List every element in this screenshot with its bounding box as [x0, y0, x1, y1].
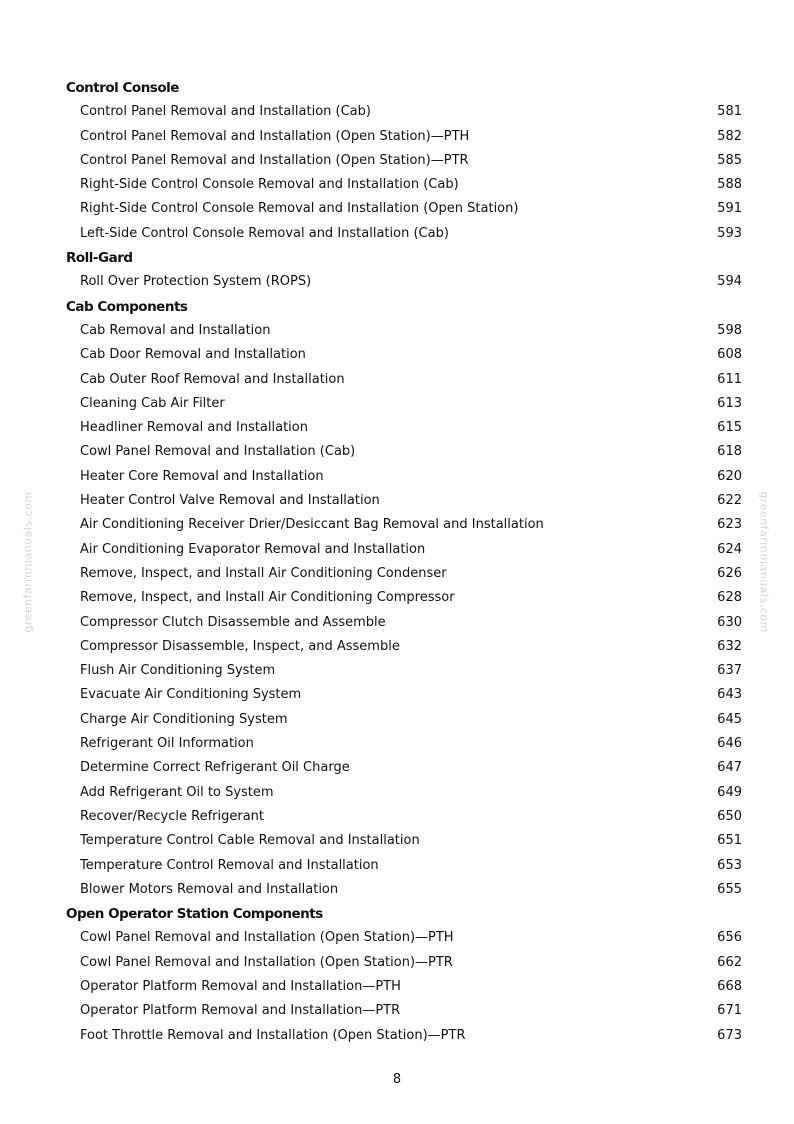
entry-label: Operator Platform Removal and Installation—PTH	[80, 978, 401, 994]
entry-page-number: 645	[717, 711, 742, 727]
entry-label: Heater Core Removal and Installation	[80, 468, 324, 484]
toc-entry[interactable]	[66, 562, 742, 586]
toc-entry[interactable]	[66, 635, 742, 659]
toc-entry[interactable]	[66, 368, 742, 392]
entry-label: Left-Side Control Console Removal and Installation (Cab)	[80, 225, 449, 241]
entry-page-number: 626	[717, 565, 742, 581]
entry-label: Control Panel Removal and Installation (Open Station)—PTR	[80, 152, 469, 168]
toc-entry[interactable]	[66, 829, 742, 853]
toc-entry[interactable]	[66, 611, 742, 635]
entry-page-number: 620	[717, 468, 742, 484]
entry-page-number: 613	[717, 395, 742, 411]
entry-page-number: 650	[717, 808, 742, 824]
entry-page-number: 637	[717, 663, 742, 679]
toc-entry[interactable]	[66, 416, 742, 440]
section-title: Control Console	[66, 80, 179, 96]
toc-section	[66, 295, 742, 902]
toc-entry[interactable]	[66, 465, 742, 489]
entry-page-number: 671	[717, 1003, 742, 1019]
toc-entry[interactable]	[66, 392, 742, 416]
entry-label: Control Panel Removal and Installation (Cab)	[80, 104, 371, 120]
page-number: 8	[392, 1072, 402, 1087]
entry-page-number: 643	[717, 687, 742, 703]
toc-entry[interactable]	[66, 197, 742, 221]
toc-entry[interactable]	[66, 270, 742, 294]
entry-label: Cab Door Removal and Installation	[80, 347, 306, 363]
toc-entry[interactable]	[66, 586, 742, 610]
entry-label: Cowl Panel Removal and Installation (Open Station)—PTH	[80, 930, 454, 946]
toc-entry[interactable]	[66, 781, 742, 805]
section-title: Cab Components	[66, 298, 188, 315]
entry-label: Refrigerant Oil Information	[80, 736, 254, 752]
entry-label: Roll Over Protection System (ROPS)	[80, 274, 312, 290]
entry-page-number: 598	[717, 322, 742, 338]
toc-entry[interactable]	[66, 756, 742, 780]
toc-section	[66, 76, 742, 246]
entry-label: Air Conditioning Evaporator Removal and Installation	[80, 541, 426, 557]
toc-entry[interactable]	[66, 100, 742, 124]
entry-label: Foot Throttle Removal and Installation (Open Station)—PTR	[80, 1027, 466, 1043]
entry-page-number: 646	[717, 736, 742, 752]
toc-entry[interactable]	[66, 999, 742, 1023]
entry-label: Cab Outer Roof Removal and Installation	[80, 371, 345, 387]
toc-entry[interactable]	[66, 1024, 742, 1048]
entry-label: Compressor Disassemble, Inspect, and Assemble	[80, 638, 400, 654]
entry-page-number: 618	[717, 444, 742, 460]
toc-section	[66, 902, 742, 1048]
entry-page-number: 622	[717, 493, 742, 509]
watermark-left: greenfarmmanuals.com	[21, 491, 35, 633]
entry-page-number: 591	[717, 201, 742, 217]
toc-entry[interactable]	[66, 805, 742, 829]
entry-label: Recover/Recycle Refrigerant	[80, 808, 265, 824]
toc-entry[interactable]	[66, 125, 742, 149]
entry-page-number: 651	[717, 833, 742, 849]
toc-entry[interactable]	[66, 926, 742, 950]
entry-label: Right-Side Control Console Removal and Installation (Cab)	[80, 177, 459, 193]
entry-label: Charge Air Conditioning System	[80, 711, 288, 727]
toc-entry[interactable]	[66, 222, 742, 246]
entry-label: Right-Side Control Console Removal and Installation (Open Station)	[80, 201, 519, 217]
entry-label: Evacuate Air Conditioning System	[80, 687, 302, 703]
entry-page-number: 624	[717, 541, 742, 557]
toc-entry[interactable]	[66, 513, 742, 537]
entry-page-number: 673	[717, 1027, 742, 1043]
toc-entry[interactable]	[66, 343, 742, 367]
entry-page-number: 668	[717, 978, 742, 994]
entry-label: Cowl Panel Removal and Installation (Open Station)—PTR	[80, 954, 453, 970]
toc-section	[66, 246, 742, 295]
entry-page-number: 581	[717, 104, 742, 120]
toc-entry[interactable]	[66, 732, 742, 756]
entry-page-number: 594	[717, 274, 742, 290]
entry-page-number: 623	[717, 517, 742, 533]
entry-page-number: 593	[717, 225, 742, 241]
entry-label: Operator Platform Removal and Installation—PTR	[80, 1003, 401, 1019]
entry-label: Headliner Removal and Installation	[80, 420, 308, 436]
entry-page-number: 630	[717, 614, 742, 630]
entry-page-number: 656	[717, 930, 742, 946]
entry-label: Cleaning Cab Air Filter	[80, 395, 225, 411]
section-title: Roll-Gard	[66, 250, 133, 267]
toc-entry[interactable]	[66, 951, 742, 975]
entry-page-number: 588	[717, 177, 742, 193]
entry-label: Blower Motors Removal and Installation	[80, 881, 339, 897]
entry-label: Remove, Inspect, and Install Air Conditioning Condenser	[80, 565, 447, 581]
entry-page-number: 615	[717, 420, 742, 436]
toc-entry[interactable]	[66, 854, 742, 878]
toc-entry[interactable]	[66, 659, 742, 683]
toc-entry[interactable]	[66, 489, 742, 513]
toc-entry[interactable]	[66, 173, 742, 197]
toc-entry[interactable]	[66, 538, 742, 562]
entry-page-number: 649	[717, 784, 742, 800]
entry-page-number: 632	[717, 638, 742, 654]
entry-page-number: 611	[717, 371, 742, 387]
toc-entry[interactable]	[66, 319, 742, 343]
toc-entry[interactable]	[66, 683, 742, 707]
entry-label: Compressor Clutch Disassemble and Assemble	[80, 614, 386, 630]
entry-page-number: 655	[717, 881, 742, 897]
toc-entry[interactable]	[66, 878, 742, 902]
entry-page-number: 647	[717, 760, 742, 776]
watermark-right: greenfarmmanuals.com	[757, 491, 771, 633]
entry-label: Temperature Control Cable Removal and Installation	[80, 833, 420, 849]
entry-label: Cowl Panel Removal and Installation (Cab)	[80, 444, 356, 460]
entry-label: Temperature Control Removal and Installation	[80, 857, 379, 873]
entry-page-number: 628	[717, 590, 742, 606]
entry-page-number: 585	[717, 152, 742, 168]
toc-entry[interactable]	[66, 440, 742, 464]
entry-label: Cab Removal and Installation	[80, 322, 271, 338]
entry-label: Heater Control Valve Removal and Installation	[80, 493, 380, 509]
entry-label: Control Panel Removal and Installation (Open Station)—PTH	[80, 128, 470, 144]
entry-label: Determine Correct Refrigerant Oil Charge	[80, 760, 350, 776]
entry-page-number: 662	[717, 954, 742, 970]
entry-page-number: 608	[717, 347, 742, 363]
toc-entry[interactable]	[66, 708, 742, 732]
entry-page-number: 582	[717, 128, 742, 144]
entry-label: Add Refrigerant Oil to System	[80, 784, 274, 800]
entry-label: Air Conditioning Receiver Drier/Desiccant Bag Removal and Installation	[80, 517, 544, 533]
entry-page-number: 653	[717, 857, 742, 873]
toc-entry[interactable]	[66, 975, 742, 999]
section-title: Open Operator Station Components	[66, 906, 323, 923]
entry-label: Remove, Inspect, and Install Air Conditioning Compressor	[80, 590, 455, 606]
toc-entry[interactable]	[66, 149, 742, 173]
table-of-contents	[66, 76, 742, 1048]
entry-label: Flush Air Conditioning System	[80, 663, 276, 679]
